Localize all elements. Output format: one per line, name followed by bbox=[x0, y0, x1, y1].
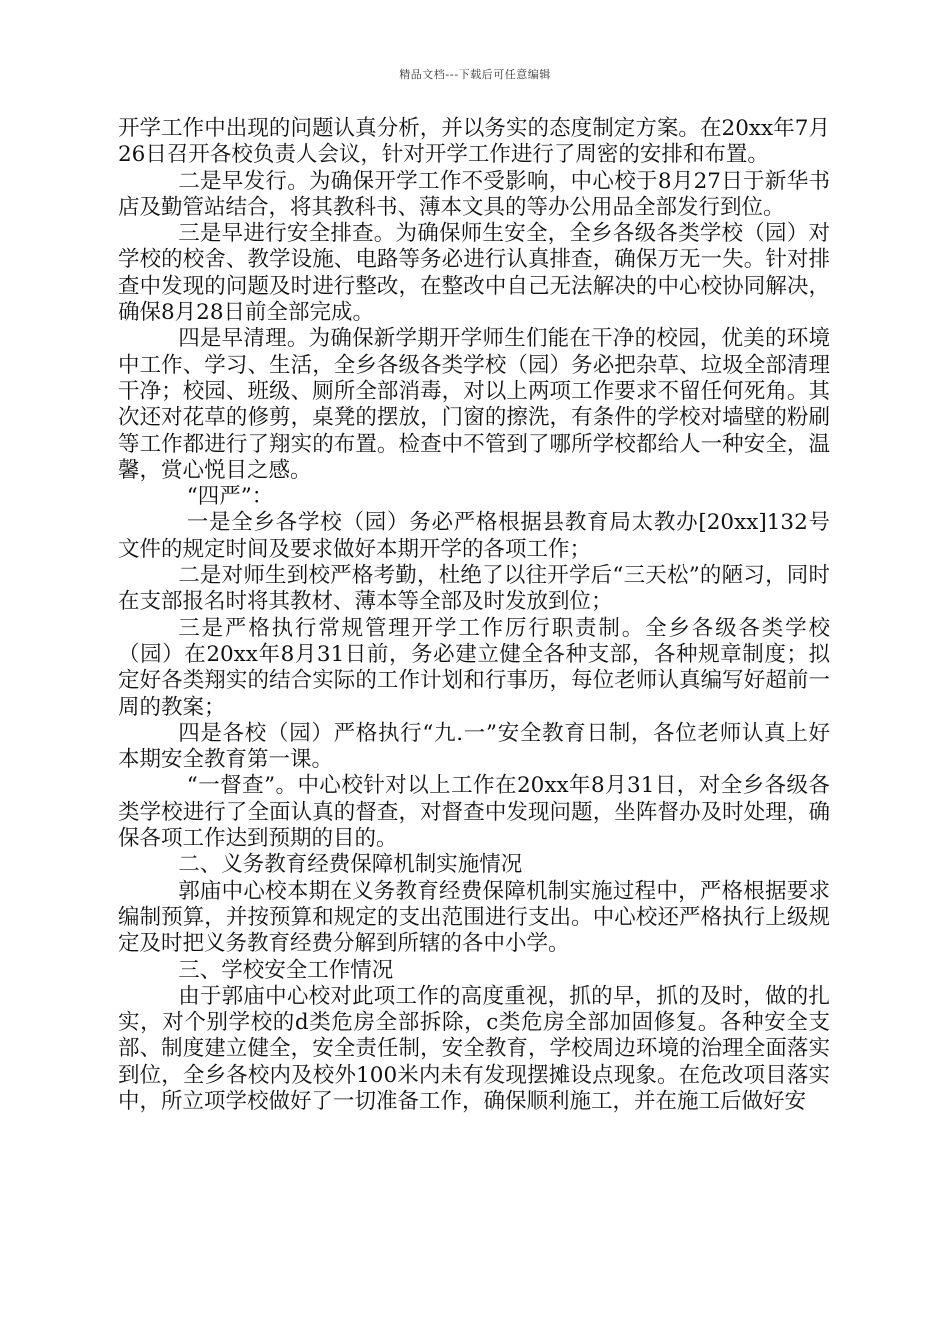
paragraph: 由于郭庙中心校对此项工作的高度重视，抓的早，抓的及时，做的扎实，对个别学校的d类危房全部拆除，c类危房全部加固修复。各种安全支部、制度建立健全，安全责任制，安全教育，学校周边环境的治理全面落实到位，全乡各校内及校外100米内未有发现摆摊设点现象。在危改项目落实中，所立项学校做好了一切准备工作，确保顺利施工，并在施工后做好安 bbox=[118, 983, 830, 1114]
paragraph: “一督查”。中心校针对以上工作在20xx年8月31日，对全乡各级各类学校进行了全面认真的督查，对督查中发现问题，坐阵督办及时处理，确保各项工作达到预期的目的。 bbox=[118, 773, 830, 852]
paragraph: 二是早发行。为确保开学工作不受影响，中心校于8月27日于新华书店及勤管站结合，将其教科书、薄本文具的等办公用品全部发行到位。 bbox=[118, 168, 830, 220]
paragraph: 四是各校（园）严格执行“九.一”安全教育日制，各位老师认真上好本期安全教育第一课。 bbox=[118, 720, 830, 773]
section-heading: 三、学校安全工作情况 bbox=[178, 957, 394, 983]
paragraph: 一是全乡各学校（园）务必严格根据县教育局太教办[20xx]132号文件的规定时间及要求做好本期开学的各项工作； bbox=[118, 510, 830, 562]
paragraph: 三是早进行安全排查。为确保师生安全，全乡各级各类学校（园）对学校的校舍、教学设施、电路等务必进行认真排查，确保万无一失。针对排查中发现的问题及时进行整改，在整改中自己无法解决的中心校协同解决，确保8月28日前全部完成。 bbox=[118, 221, 830, 326]
section-heading: 二、义务教育经费保障机制实施情况 bbox=[178, 852, 523, 878]
paragraph: 三是严格执行常规管理开学工作厉行职责制。全乡各级各类学校（园）在20xx年8月31日前，务必建立健全各种支部，各种规章制度；拟定好各类翔实的结合实际的工作计划和行事历，每位老师认真编写好超前一周的教案； bbox=[118, 615, 830, 720]
paragraph: 二是对师生到校严格考勤，杜绝了以往开学后“三天松”的陋习，同时在支部报名时将其教材、薄本等全部及时发放到位； bbox=[118, 563, 830, 615]
document-body bbox=[118, 116, 830, 1115]
paragraph: 郭庙中心校本期在义务教育经费保障机制实施过程中，严格根据要求编制预算，并按预算和规定的支出范围进行支出。中心校还严格执行上级规定及时把义务教育经费分解到所辖的各中小学。 bbox=[118, 878, 830, 957]
page-header: 精品文档---下载后可任意编辑 bbox=[399, 68, 551, 81]
paragraph: “四严”： bbox=[186, 484, 274, 510]
paragraph: 四是早清理。为确保新学期开学师生们能在干净的校园，优美的环境中工作、学习、生活，全乡各级各类学校（园）务必把杂草、垃圾全部清理干净；校园、班级、厕所全部消毒，对以上两项工作要求不留任何死角。其次还对花草的修剪，桌凳的摆放，门窗的擦洗，有条件的学校对墙壁的粉刷等工作都进行了翔实的布置。检查中不管到了哪所学校都给人一种安全，温馨，赏心悦目之感。 bbox=[118, 326, 830, 483]
paragraph: 开学工作中出现的问题认真分析，并以务实的态度制定方案。在20xx年7月26日召开各校负责人会议，针对开学工作进行了周密的安排和布置。 bbox=[118, 116, 830, 168]
